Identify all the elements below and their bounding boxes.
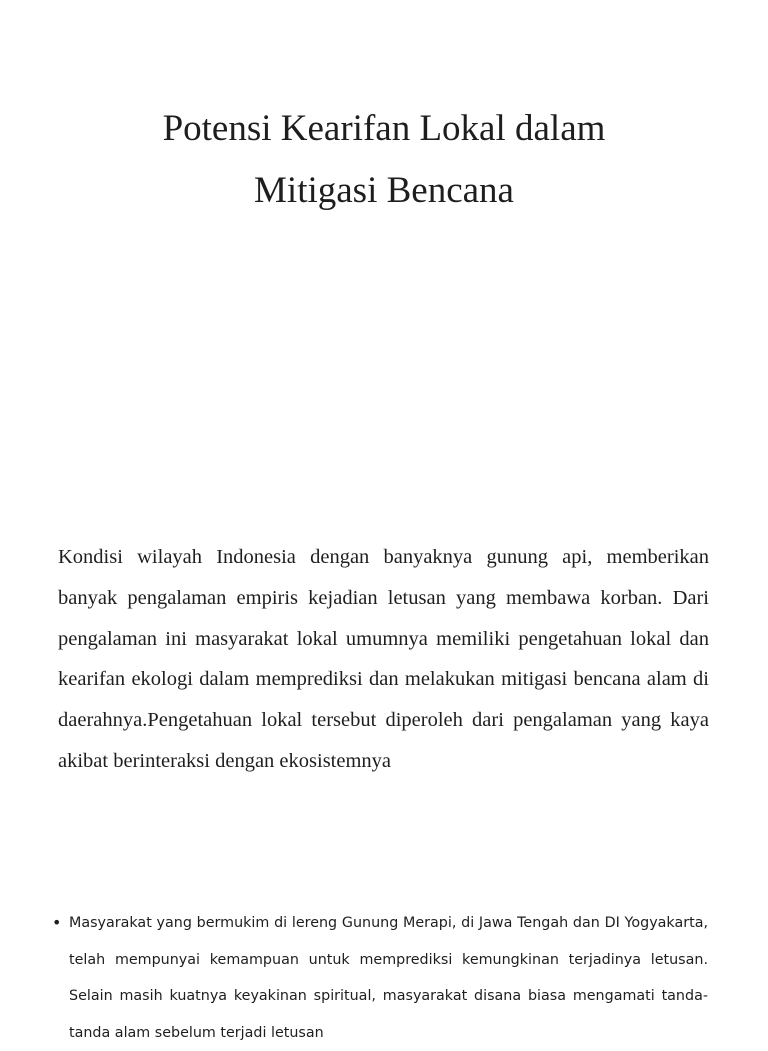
title-line-1: Potensi Kearifan Lokal dalam bbox=[162, 108, 606, 149]
bullet-list bbox=[52, 905, 708, 1051]
body-paragraph: Kondisi wilayah Indonesia dengan banyaknya gunung api, memberikan banyak pengalaman empiris kejadian letusan yang membawa korban. Dari pengalaman ini masyarakat lokal umumnya memiliki pengetahuan lokal dan kearifan ekologi dalam memprediksi dan melakukan mitigasi bencana alam di daerahnya.Pengetahuan lokal tersebut diperoleh dari pengalaman yang kaya akibat berinteraksi dengan ekosistemnya bbox=[58, 546, 709, 772]
bullet-marker: • bbox=[52, 913, 62, 932]
document-title bbox=[60, 98, 708, 222]
list-item bbox=[52, 905, 708, 1051]
bullet-text: Masyarakat yang bermukim di lereng Gunung Merapi, di Jawa Tengah dan DI Yogyakarta, telah mempunyai kemampuan untuk memprediksi kemungkinan terjadinya letusan. Selain masih kuatnya keyakinan spiritual, masyarakat disana biasa mengamati tanda-tanda alam sebelum terjadi letusan bbox=[69, 915, 708, 1041]
title-line-2: Mitigasi Bencana bbox=[254, 170, 514, 211]
